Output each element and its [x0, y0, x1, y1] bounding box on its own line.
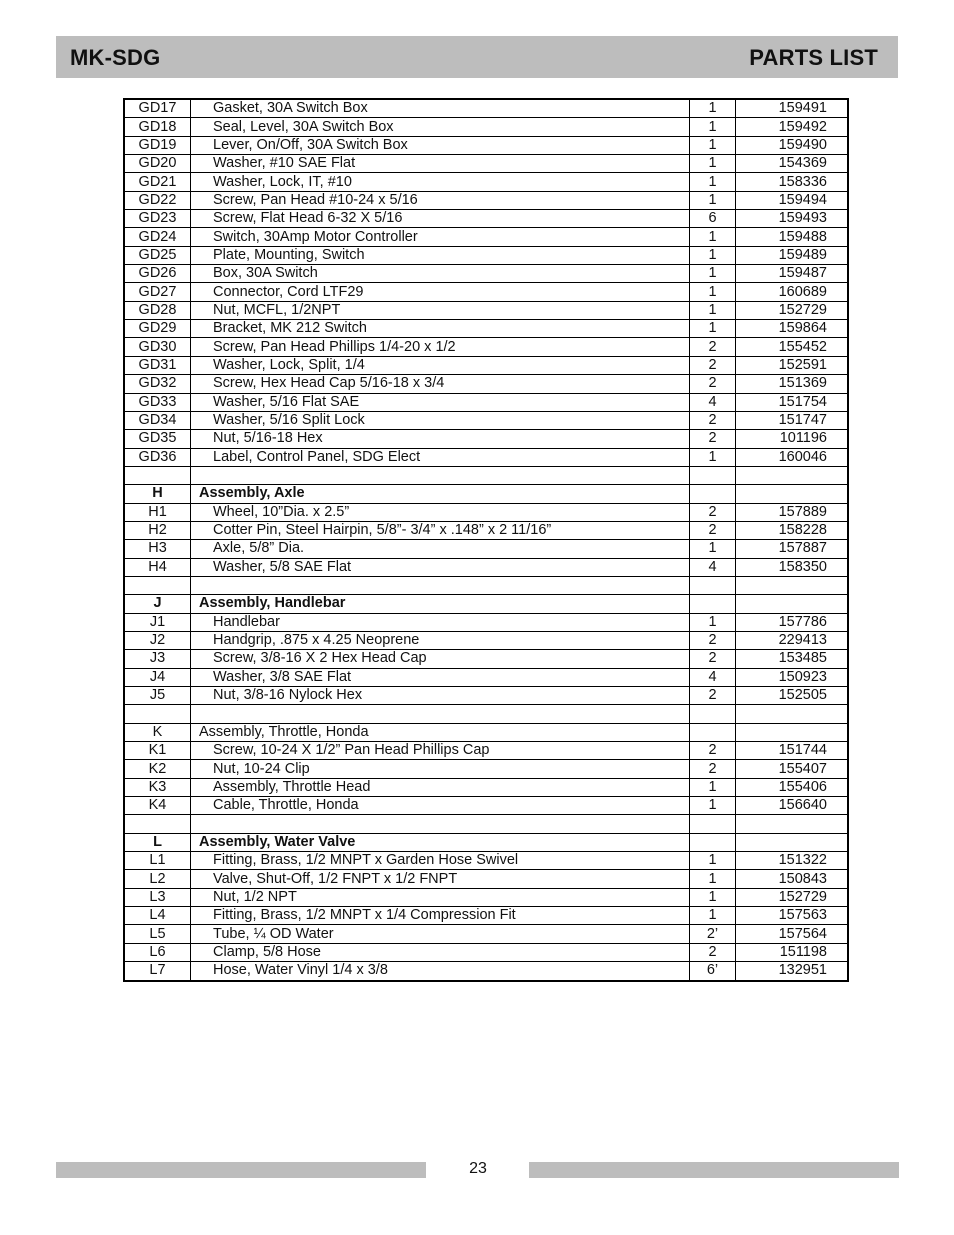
- table-row: [124, 155, 848, 173]
- description-cell: Assembly, Handlebar: [191, 595, 690, 613]
- quantity-cell: [690, 576, 736, 594]
- table-row: [124, 191, 848, 209]
- quantity-cell: 2: [690, 503, 736, 521]
- quantity-cell: 1: [690, 613, 736, 631]
- item-number-cell: H: [124, 485, 191, 503]
- description-cell: Axle, 5/8” Dia.: [191, 540, 690, 558]
- table-row: [124, 375, 848, 393]
- part-number-cell: 156640: [736, 797, 849, 815]
- model-title: MK-SDG: [70, 45, 161, 70]
- table-row: [124, 778, 848, 796]
- part-number-cell: 155452: [736, 338, 849, 356]
- item-number-cell: J2: [124, 631, 191, 649]
- item-number-cell: J5: [124, 687, 191, 705]
- part-number-cell: [736, 815, 849, 833]
- table-row: [124, 521, 848, 539]
- part-number-cell: 160046: [736, 448, 849, 466]
- item-number-cell: K4: [124, 797, 191, 815]
- part-number-cell: 151754: [736, 393, 849, 411]
- table-row: [124, 228, 848, 246]
- part-number-cell: 155407: [736, 760, 849, 778]
- item-number-cell: GD27: [124, 283, 191, 301]
- description-cell: Nut, 5/16-18 Hex: [191, 430, 690, 448]
- description-cell: Handgrip, .875 x 4.25 Neoprene: [191, 631, 690, 649]
- part-number-cell: 151744: [736, 742, 849, 760]
- item-number-cell: K: [124, 723, 191, 741]
- part-number-cell: 159490: [736, 136, 849, 154]
- quantity-cell: 1: [690, 540, 736, 558]
- quantity-cell: [690, 466, 736, 484]
- blank-row: [124, 466, 848, 484]
- description-cell: Assembly, Axle: [191, 485, 690, 503]
- description-cell: Seal, Level, 30A Switch Box: [191, 118, 690, 136]
- quantity-cell: 2: [690, 631, 736, 649]
- quantity-cell: 1: [690, 797, 736, 815]
- part-number-cell: 152729: [736, 888, 849, 906]
- quantity-cell: 2: [690, 338, 736, 356]
- quantity-cell: 1: [690, 136, 736, 154]
- part-number-cell: 151369: [736, 375, 849, 393]
- description-cell: Bracket, MK 212 Switch: [191, 320, 690, 338]
- item-number-cell: GD29: [124, 320, 191, 338]
- quantity-cell: 1: [690, 246, 736, 264]
- description-cell: Washer, 5/8 SAE Flat: [191, 558, 690, 576]
- blank-row: [124, 705, 848, 723]
- item-number-cell: H2: [124, 521, 191, 539]
- table-row: [124, 943, 848, 961]
- table-row: [124, 962, 848, 981]
- item-number-cell: K2: [124, 760, 191, 778]
- table-row: [124, 668, 848, 686]
- description-cell: Cable, Throttle, Honda: [191, 797, 690, 815]
- blank-row: [124, 815, 848, 833]
- item-number-cell: L7: [124, 962, 191, 981]
- table-row: [124, 173, 848, 191]
- part-number-cell: 157563: [736, 907, 849, 925]
- table-row: [124, 210, 848, 228]
- quantity-cell: [690, 485, 736, 503]
- footer-bar-left: [56, 1162, 426, 1178]
- table-row: [124, 265, 848, 283]
- part-number-cell: 151198: [736, 943, 849, 961]
- item-number-cell: GD19: [124, 136, 191, 154]
- description-cell: Cotter Pin, Steel Hairpin, 5/8”- 3/4” x .148” x 2 11/16”: [191, 521, 690, 539]
- table-row: [124, 283, 848, 301]
- item-number-cell: GD21: [124, 173, 191, 191]
- quantity-cell: 4: [690, 558, 736, 576]
- part-number-cell: [736, 595, 849, 613]
- quantity-cell: [690, 815, 736, 833]
- table-row: [124, 430, 848, 448]
- item-number-cell: L: [124, 833, 191, 851]
- part-number-cell: 159489: [736, 246, 849, 264]
- part-number-cell: 132951: [736, 962, 849, 981]
- item-number-cell: GD30: [124, 338, 191, 356]
- part-number-cell: 159491: [736, 99, 849, 118]
- item-number-cell: GD32: [124, 375, 191, 393]
- quantity-cell: 1: [690, 173, 736, 191]
- part-number-cell: 150843: [736, 870, 849, 888]
- description-cell: Valve, Shut-Off, 1/2 FNPT x 1/2 FNPT: [191, 870, 690, 888]
- item-number-cell: H4: [124, 558, 191, 576]
- item-number-cell: J3: [124, 650, 191, 668]
- table-row: [124, 338, 848, 356]
- description-cell: [191, 815, 690, 833]
- description-cell: Box, 30A Switch: [191, 265, 690, 283]
- quantity-cell: 2: [690, 687, 736, 705]
- part-number-cell: 157564: [736, 925, 849, 943]
- table-row: [124, 650, 848, 668]
- page-header: [56, 36, 898, 78]
- part-number-cell: 159488: [736, 228, 849, 246]
- quantity-cell: 1: [690, 155, 736, 173]
- quantity-cell: [690, 833, 736, 851]
- description-cell: Assembly, Throttle, Honda: [191, 723, 690, 741]
- description-cell: Plate, Mounting, Switch: [191, 246, 690, 264]
- part-number-cell: 150923: [736, 668, 849, 686]
- table-row: [124, 118, 848, 136]
- item-number-cell: J1: [124, 613, 191, 631]
- description-cell: Wheel, 10”Dia. x 2.5”: [191, 503, 690, 521]
- table-row: [124, 558, 848, 576]
- part-number-cell: 154369: [736, 155, 849, 173]
- quantity-cell: 2: [690, 430, 736, 448]
- part-number-cell: 157887: [736, 540, 849, 558]
- part-number-cell: 152591: [736, 356, 849, 374]
- table-row: [124, 687, 848, 705]
- part-number-cell: [736, 485, 849, 503]
- quantity-cell: [690, 595, 736, 613]
- part-number-cell: 159492: [736, 118, 849, 136]
- quantity-cell: 2: [690, 375, 736, 393]
- blank-row: [124, 576, 848, 594]
- part-number-cell: 159494: [736, 191, 849, 209]
- item-number-cell: L3: [124, 888, 191, 906]
- quantity-cell: 4: [690, 393, 736, 411]
- quantity-cell: 6: [690, 210, 736, 228]
- description-cell: Switch, 30Amp Motor Controller: [191, 228, 690, 246]
- quantity-cell: 2: [690, 356, 736, 374]
- item-number-cell: GD18: [124, 118, 191, 136]
- quantity-cell: 1: [690, 301, 736, 319]
- description-cell: Washer, Lock, Split, 1/4: [191, 356, 690, 374]
- assembly-header-row: [124, 723, 848, 741]
- item-number-cell: L4: [124, 907, 191, 925]
- quantity-cell: 1: [690, 320, 736, 338]
- table-row: [124, 246, 848, 264]
- assembly-header-row: [124, 833, 848, 851]
- description-cell: Fitting, Brass, 1/2 MNPT x 1/4 Compression Fit: [191, 907, 690, 925]
- description-cell: Connector, Cord LTF29: [191, 283, 690, 301]
- table-row: [124, 742, 848, 760]
- table-row: [124, 356, 848, 374]
- description-cell: Screw, 10-24 X 1/2” Pan Head Phillips Cap: [191, 742, 690, 760]
- part-number-cell: 152729: [736, 301, 849, 319]
- footer-bar-right: [529, 1162, 899, 1178]
- quantity-cell: 1: [690, 191, 736, 209]
- description-cell: Gasket, 30A Switch Box: [191, 99, 690, 118]
- part-number-cell: 151747: [736, 411, 849, 429]
- item-number-cell: GD17: [124, 99, 191, 118]
- description-cell: Clamp, 5/8 Hose: [191, 943, 690, 961]
- description-cell: Washer, #10 SAE Flat: [191, 155, 690, 173]
- quantity-cell: [690, 705, 736, 723]
- part-number-cell: 229413: [736, 631, 849, 649]
- part-number-cell: [736, 576, 849, 594]
- item-number-cell: GD31: [124, 356, 191, 374]
- item-number-cell: L1: [124, 852, 191, 870]
- quantity-cell: 2: [690, 943, 736, 961]
- part-number-cell: 157786: [736, 613, 849, 631]
- quantity-cell: 1: [690, 118, 736, 136]
- table-row: [124, 760, 848, 778]
- table-row: [124, 540, 848, 558]
- description-cell: Nut, MCFL, 1/2NPT: [191, 301, 690, 319]
- description-cell: [191, 466, 690, 484]
- part-number-cell: 160689: [736, 283, 849, 301]
- description-cell: Nut, 3/8-16 Nylock Hex: [191, 687, 690, 705]
- description-cell: Screw, Pan Head #10-24 x 5/16: [191, 191, 690, 209]
- part-number-cell: 101196: [736, 430, 849, 448]
- description-cell: Label, Control Panel, SDG Elect: [191, 448, 690, 466]
- description-cell: Washer, 5/16 Split Lock: [191, 411, 690, 429]
- description-cell: Nut, 1/2 NPT: [191, 888, 690, 906]
- item-number-cell: K3: [124, 778, 191, 796]
- item-number-cell: GD33: [124, 393, 191, 411]
- item-number-cell: L6: [124, 943, 191, 961]
- item-number-cell: L5: [124, 925, 191, 943]
- description-cell: Fitting, Brass, 1/2 MNPT x Garden Hose Swivel: [191, 852, 690, 870]
- description-cell: [191, 705, 690, 723]
- part-number-cell: [736, 723, 849, 741]
- item-number-cell: H1: [124, 503, 191, 521]
- part-number-cell: 158350: [736, 558, 849, 576]
- table-row: [124, 320, 848, 338]
- part-number-cell: [736, 705, 849, 723]
- table-row: [124, 797, 848, 815]
- table-row: [124, 907, 848, 925]
- part-number-cell: 153485: [736, 650, 849, 668]
- table-row: [124, 136, 848, 154]
- table-row: [124, 631, 848, 649]
- part-number-cell: 155406: [736, 778, 849, 796]
- description-cell: Washer, 5/16 Flat SAE: [191, 393, 690, 411]
- description-cell: Washer, Lock, IT, #10: [191, 173, 690, 191]
- description-cell: [191, 576, 690, 594]
- part-number-cell: [736, 833, 849, 851]
- quantity-cell: 1: [690, 907, 736, 925]
- item-number-cell: GD24: [124, 228, 191, 246]
- section-title: PARTS LIST: [749, 45, 878, 70]
- quantity-cell: [690, 723, 736, 741]
- table-row: [124, 888, 848, 906]
- item-number-cell: J: [124, 595, 191, 613]
- item-number-cell: GD34: [124, 411, 191, 429]
- part-number-cell: 159493: [736, 210, 849, 228]
- page-number: 23: [469, 1160, 487, 1177]
- part-number-cell: 159487: [736, 265, 849, 283]
- item-number-cell: K1: [124, 742, 191, 760]
- quantity-cell: 2: [690, 760, 736, 778]
- description-cell: Handlebar: [191, 613, 690, 631]
- parts-table-body: [124, 99, 848, 981]
- item-number-cell: GD36: [124, 448, 191, 466]
- item-number-cell: J4: [124, 668, 191, 686]
- table-row: [124, 925, 848, 943]
- item-number-cell: [124, 466, 191, 484]
- quantity-cell: 1: [690, 448, 736, 466]
- assembly-header-row: [124, 595, 848, 613]
- item-number-cell: GD20: [124, 155, 191, 173]
- table-row: [124, 613, 848, 631]
- part-number-cell: 157889: [736, 503, 849, 521]
- parts-table: [123, 98, 849, 982]
- quantity-cell: 6’: [690, 962, 736, 981]
- quantity-cell: 1: [690, 870, 736, 888]
- description-cell: Assembly, Water Valve: [191, 833, 690, 851]
- quantity-cell: 2: [690, 411, 736, 429]
- part-number-cell: [736, 466, 849, 484]
- table-row: [124, 393, 848, 411]
- description-cell: Screw, Flat Head 6-32 X 5/16: [191, 210, 690, 228]
- description-cell: Hose, Water Vinyl 1/4 x 3/8: [191, 962, 690, 981]
- description-cell: Screw, Hex Head Cap 5/16-18 x 3/4: [191, 375, 690, 393]
- item-number-cell: [124, 576, 191, 594]
- quantity-cell: 1: [690, 888, 736, 906]
- quantity-cell: 4: [690, 668, 736, 686]
- quantity-cell: 1: [690, 99, 736, 118]
- quantity-cell: 1: [690, 228, 736, 246]
- table-row: [124, 448, 848, 466]
- item-number-cell: [124, 705, 191, 723]
- item-number-cell: L2: [124, 870, 191, 888]
- description-cell: Assembly, Throttle Head: [191, 778, 690, 796]
- quantity-cell: 2’: [690, 925, 736, 943]
- item-number-cell: GD35: [124, 430, 191, 448]
- quantity-cell: 1: [690, 778, 736, 796]
- table-row: [124, 99, 848, 118]
- description-cell: Tube, ¼ OD Water: [191, 925, 690, 943]
- description-cell: Washer, 3/8 SAE Flat: [191, 668, 690, 686]
- quantity-cell: 2: [690, 521, 736, 539]
- table-row: [124, 503, 848, 521]
- description-cell: Lever, On/Off, 30A Switch Box: [191, 136, 690, 154]
- part-number-cell: 152505: [736, 687, 849, 705]
- description-cell: Nut, 10-24 Clip: [191, 760, 690, 778]
- quantity-cell: 2: [690, 742, 736, 760]
- item-number-cell: [124, 815, 191, 833]
- quantity-cell: 2: [690, 650, 736, 668]
- item-number-cell: GD26: [124, 265, 191, 283]
- table-row: [124, 301, 848, 319]
- quantity-cell: 1: [690, 265, 736, 283]
- description-cell: Screw, 3/8-16 X 2 Hex Head Cap: [191, 650, 690, 668]
- item-number-cell: GD23: [124, 210, 191, 228]
- quantity-cell: 1: [690, 283, 736, 301]
- table-row: [124, 870, 848, 888]
- part-number-cell: 159864: [736, 320, 849, 338]
- item-number-cell: H3: [124, 540, 191, 558]
- item-number-cell: GD22: [124, 191, 191, 209]
- quantity-cell: 1: [690, 852, 736, 870]
- part-number-cell: 151322: [736, 852, 849, 870]
- part-number-cell: 158228: [736, 521, 849, 539]
- description-cell: Screw, Pan Head Phillips 1/4-20 x 1/2: [191, 338, 690, 356]
- table-row: [124, 852, 848, 870]
- assembly-header-row: [124, 485, 848, 503]
- item-number-cell: GD28: [124, 301, 191, 319]
- item-number-cell: GD25: [124, 246, 191, 264]
- part-number-cell: 158336: [736, 173, 849, 191]
- table-row: [124, 411, 848, 429]
